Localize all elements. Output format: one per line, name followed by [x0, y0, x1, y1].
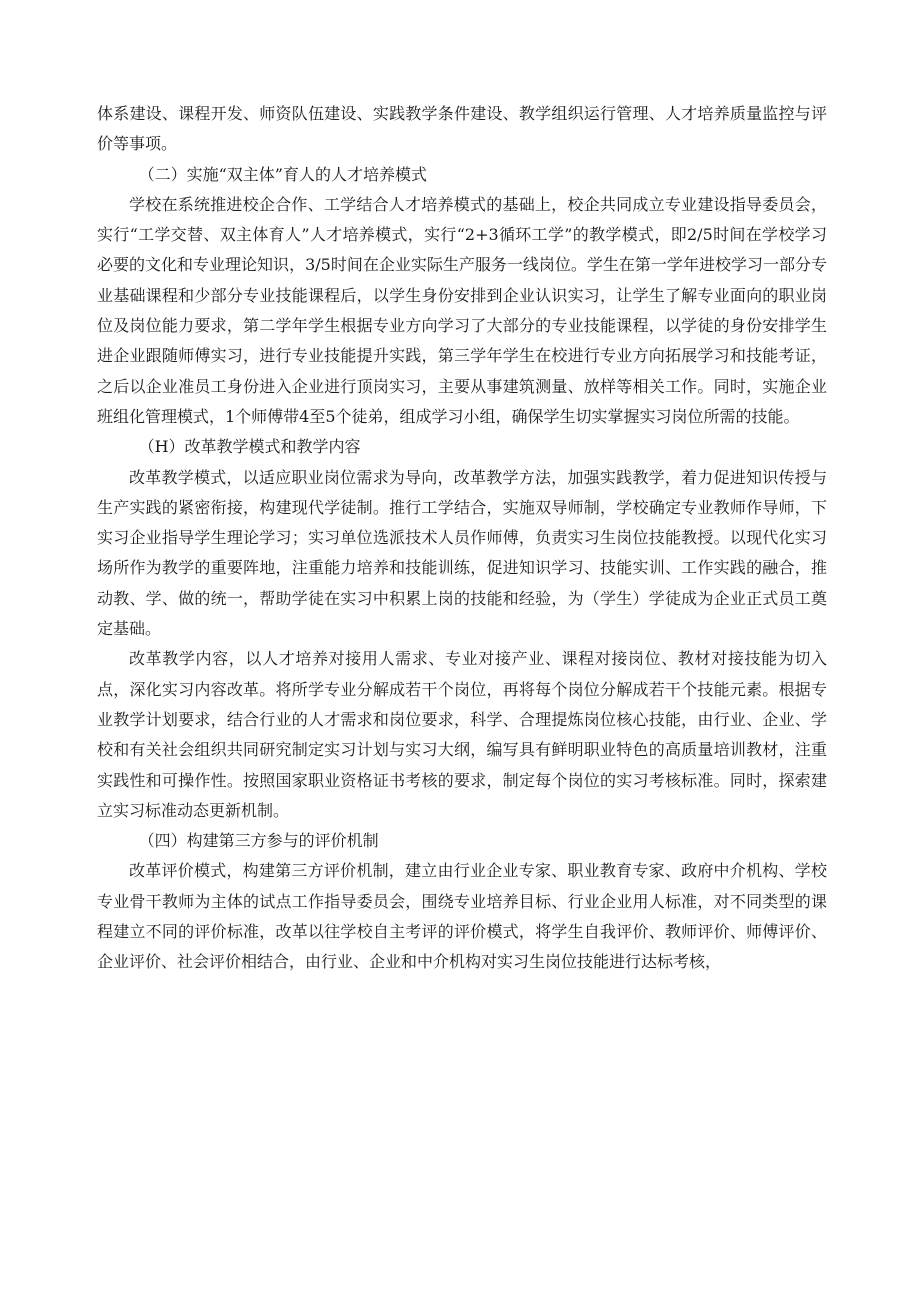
section-heading-teaching-reform: （H）改革教学模式和教学内容: [138, 437, 361, 457]
paragraph-teaching-content: 改革教学内容，以人才培养对接用人需求、专业对接产业、课程对接岗位、教材对接技能为切入点，深化实习内容改革。将所学专业分解成若干个岗位，再将每个岗位分解成若干个技能元素。根据专业教学计划要求，结合行业的人才需求和岗位要求，科学、合理提炼岗位核心技能，由行业、企业、学校和有关社会组织共同研究制定实习计划与实习大纲，编写具有鲜明职业特色的高质量培训教材，注重实践性和可操作性。按照国家职业资格证书考核的要求，制定每个岗位的实习考核标准。同时，探索建立实习标准动态更新机制。: [97, 649, 827, 820]
document-page: [97, 99, 827, 978]
paragraph-evaluation-mechanism: 改革评价模式，构建第三方评价机制，建立由行业企业专家、职业教育专家、政府中介机构、学校专业骨干教师为主体的试点工作指导委员会，围绕专业培养目标、行业企业用人标准，对不同类型的课程建立不同的评价标准，改革以往学校自主考评的评价模式，将学生自我评价、教师评价、师傅评价、企业评价、社会评价相结合，由行业、企业和中介机构对实习生岗位技能进行达标考核，: [97, 861, 827, 972]
paragraph-dual-subject-model: 学校在系统推进校企合作、工学结合人才培养模式的基础上，校企共同成立专业建设指导委员会，实行“工学交替、双主体育人”人才培养模式，实行“2+3循环工学”的教学模式，即2/5时间在学校学习必要的文化和专业理论知识，3/5时间在企业实际生产服务一线岗位。学生在第一学年进校学习一部分专业基础课程和少部分专业技能课程后，以学生身份安排到企业认识实习，让学生了解专业面向的职业岗位及岗位能力要求，第二学年学生根据专业方向学习了大部分的专业技能课程，以学徒的身份安排学生进企业跟随师傅实习，进行专业技能提升实践，第三学年学生在校进行专业方向拓展学习和技能考证，之后以企业准员工身份进入企业进行顶岗实习，主要从事建筑测量、放样等相关工作。同时，实施企业班组化管理模式，1个师傅带4至5个徒弟，组成学习小组，确保学生切实掌握实习岗位所需的技能。: [97, 194, 827, 426]
section-heading-dual-subject: （二）实施“双主体”育人的人才培养模式: [138, 164, 427, 184]
paragraph-teaching-mode: 改革教学模式，以适应职业岗位需求为导向，改革教学方法，加强实践教学，着力促进知识传授与生产实践的紧密衔接，构建现代学徒制。推行工学结合，实施双导师制，学校确定专业教师作导师，下实习企业指导学生理论学习；实习单位选派技术人员作师傅，负责实习生岗位技能教授。以现代化实习场所作为教学的重要阵地，注重能力培养和技能训练，促进知识学习、技能实训、工作实践的融合，推动教、学、做的统一，帮助学徒在实习中积累上岗的技能和经验，为（学生）学徒成为企业正式员工奠定基础。: [97, 467, 827, 639]
section-heading-evaluation: （四）构建第三方参与的评价机制: [138, 831, 379, 851]
paragraph-continuation: 体系建设、课程开发、师资队伍建设、实践教学条件建设、教学组织运行管理、人才培养质量监控与评价等事项。: [97, 104, 827, 154]
